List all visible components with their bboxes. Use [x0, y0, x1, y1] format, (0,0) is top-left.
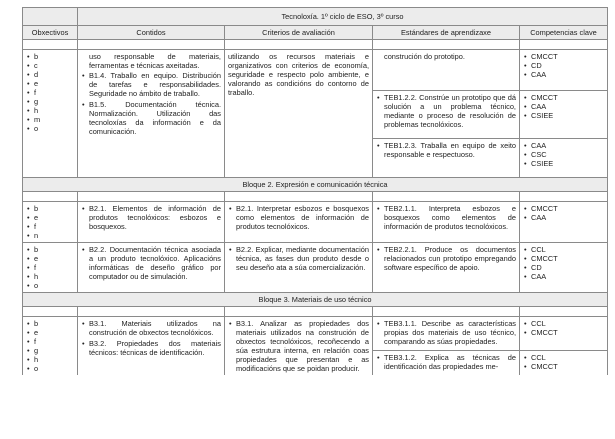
- competence-item: • CAA: [523, 141, 604, 150]
- content-item: • B2.2. Documentación técnica asociada a un produto tecnolóxico. Aplicacións informáticas de deseño gráfico por computador ou de simulación.: [81, 245, 221, 281]
- objective-item: • o: [26, 364, 74, 373]
- criteria-cell: [225, 50, 373, 178]
- objective-item: • e: [26, 79, 74, 88]
- objective-item: • d: [26, 70, 74, 79]
- contents-cell: [78, 243, 225, 293]
- competence-item: • CD: [523, 61, 604, 70]
- objective-item: • e: [26, 213, 74, 222]
- objective-item: • f: [26, 88, 74, 97]
- standard-cell: [373, 50, 520, 91]
- competence-item: • CMCCT: [523, 52, 604, 61]
- competence-item: • CMCCT: [523, 328, 604, 337]
- standard-cell: [373, 243, 520, 293]
- criteria-text: • B2.1. Interpretar esbozos e bosquexos como elementos de información de produtos tecnolóxicos.: [228, 204, 369, 231]
- competence-item: • CAA: [523, 70, 604, 79]
- objectives-cell: [23, 317, 78, 376]
- objective-item: • h: [26, 272, 74, 281]
- header-criteria: Criterios de avaliación: [225, 26, 373, 40]
- competence-item: • CMCCT: [523, 93, 604, 102]
- block-2-title: Bloque 2. Expresión e comunicación técnica: [23, 178, 608, 192]
- objective-item: • h: [26, 355, 74, 364]
- objective-item: • b: [26, 52, 74, 61]
- standard-text: construción do prototipo.: [384, 52, 465, 61]
- header-standards: Estándares de aprendizaxe: [373, 26, 520, 40]
- competences-cell: [520, 202, 608, 243]
- competences-cell: [520, 50, 608, 91]
- contents-cell: [78, 317, 225, 376]
- objective-item: • m: [26, 115, 74, 124]
- content-item: • B1.5. Documentación técnica. Normalización. Utilización das tecnoloxías da información e da comunicación.: [81, 100, 221, 136]
- objective-item: • f: [26, 222, 74, 231]
- curriculum-table: [22, 7, 608, 375]
- objective-item: • h: [26, 106, 74, 115]
- criteria-cell: [225, 317, 373, 376]
- content-item: • B2.1. Elementos de información de produtos tecnolóxicos: esbozos e bosquexos.: [81, 204, 221, 231]
- standard-text: • TEB1.2.2. Constrúe un prototipo que dá solución a un problema técnico, mediante o proceso de resolución de problemas tecnolóxicos.: [376, 93, 516, 129]
- objective-item: • n: [26, 231, 74, 240]
- objective-item: • g: [26, 346, 74, 355]
- header-competences: Competencias clave: [520, 26, 608, 40]
- competence-item: • CMCCT: [523, 204, 604, 213]
- content-item: • B3.1. Materiais utilizados na construción de obxectos tecnolóxicos.: [81, 319, 221, 337]
- standard-cell: [373, 139, 520, 178]
- contents-cell: [78, 50, 225, 178]
- table-row: [23, 202, 608, 243]
- content-item: • B3.2. Propiedades dos materiais técnicos: técnicas de identificación.: [81, 339, 221, 357]
- objective-item: • g: [26, 97, 74, 106]
- block-header-row: [23, 293, 608, 307]
- content-text: uso responsable de materiais, ferramentas e técnicas axeitadas.: [89, 52, 221, 70]
- objectives-cell: [23, 202, 78, 243]
- objective-item: • b: [26, 319, 74, 328]
- standard-text: • TEB3.1.1. Describe as características propias dos materiais de uso técnico, comparando as súas propiedades.: [376, 319, 516, 346]
- competences-cell: [520, 91, 608, 139]
- header-objectives: Obxectivos: [23, 26, 78, 40]
- competences-cell: [520, 351, 608, 375]
- objective-item: • c: [26, 61, 74, 70]
- competence-item: • CAA: [523, 213, 604, 222]
- objective-item: • o: [26, 281, 74, 290]
- competence-item: • CAA: [523, 272, 604, 281]
- standard-text: • TEB2.1.1. Interpreta esbozos e bosquexos como elementos de información de produtos tecnolóxicos.: [376, 204, 516, 231]
- content-item: • B1.4. Traballo en equipo. Distribución de tarefas e responsabilidades. Seguridade no ámbito de traballo.: [81, 71, 221, 98]
- competence-item: • CSIEE: [523, 159, 604, 168]
- header-row: [23, 26, 608, 40]
- competence-item: • CD: [523, 263, 604, 272]
- objective-item: • f: [26, 263, 74, 272]
- table-title: Tecnoloxía. 1º ciclo de ESO, 3º curso: [78, 8, 608, 26]
- competences-cell: [520, 139, 608, 178]
- standard-text: • TEB2.2.1. Produce os documentos relacionados cun prototipo empregando software específico de apoio.: [376, 245, 516, 272]
- competence-item: • CCL: [523, 245, 604, 254]
- objective-item: • b: [26, 245, 74, 254]
- table-row: [23, 50, 608, 91]
- table-row: [23, 317, 608, 351]
- criteria-text: utilizando os recursos materiais e organizativos con criterios de economía, seguridade e respecto polo ambiente, e valorando as condicións do contorno de traballo.: [228, 52, 369, 97]
- objective-item: • o: [26, 124, 74, 133]
- competence-item: • CMCCT: [523, 362, 604, 371]
- criteria-cell: [225, 202, 373, 243]
- competence-item: • CMCCT: [523, 254, 604, 263]
- objectives-cell: [23, 243, 78, 293]
- objectives-cell: [23, 50, 78, 178]
- block-header-row: [23, 178, 608, 192]
- objective-item: • f: [26, 337, 74, 346]
- standard-cell: [373, 91, 520, 139]
- objective-item: • e: [26, 254, 74, 263]
- competences-cell: [520, 243, 608, 293]
- title-row: [23, 8, 608, 26]
- standard-text: • TEB1.2.3. Traballa en equipo de xeito responsable e respectuoso.: [376, 141, 516, 159]
- competence-item: • CAA: [523, 102, 604, 111]
- objective-item: • e: [26, 328, 74, 337]
- standard-text: • TEB3.1.2. Explica as técnicas de identificación das propiedades me-: [376, 353, 516, 371]
- block-3-title: Bloque 3. Materiais de uso técnico: [23, 293, 608, 307]
- objective-item: • b: [26, 204, 74, 213]
- competences-cell: [520, 317, 608, 351]
- competence-item: • CCL: [523, 319, 604, 328]
- competence-item: • CSC: [523, 150, 604, 159]
- criteria-text: • B3.1. Analizar as propiedades dos materiais utilizados na construción de obxectos tecnolóxicos, recoñecendo a súa estrutura interna, en relación coas propiedades que presentan e as modificacións que se poidan producir.: [228, 319, 369, 373]
- standard-cell: [373, 202, 520, 243]
- standard-cell: [373, 317, 520, 351]
- table-row: [23, 243, 608, 293]
- criteria-text: • B2.2. Explicar, mediante documentación técnica, as fases dun produto desde o seu deseño ata a súa comercialización.: [228, 245, 369, 272]
- criteria-cell: [225, 243, 373, 293]
- contents-cell: [78, 202, 225, 243]
- header-contents: Contidos: [78, 26, 225, 40]
- competence-item: • CCL: [523, 353, 604, 362]
- standard-cell: [373, 351, 520, 375]
- competence-item: • CSIEE: [523, 111, 604, 120]
